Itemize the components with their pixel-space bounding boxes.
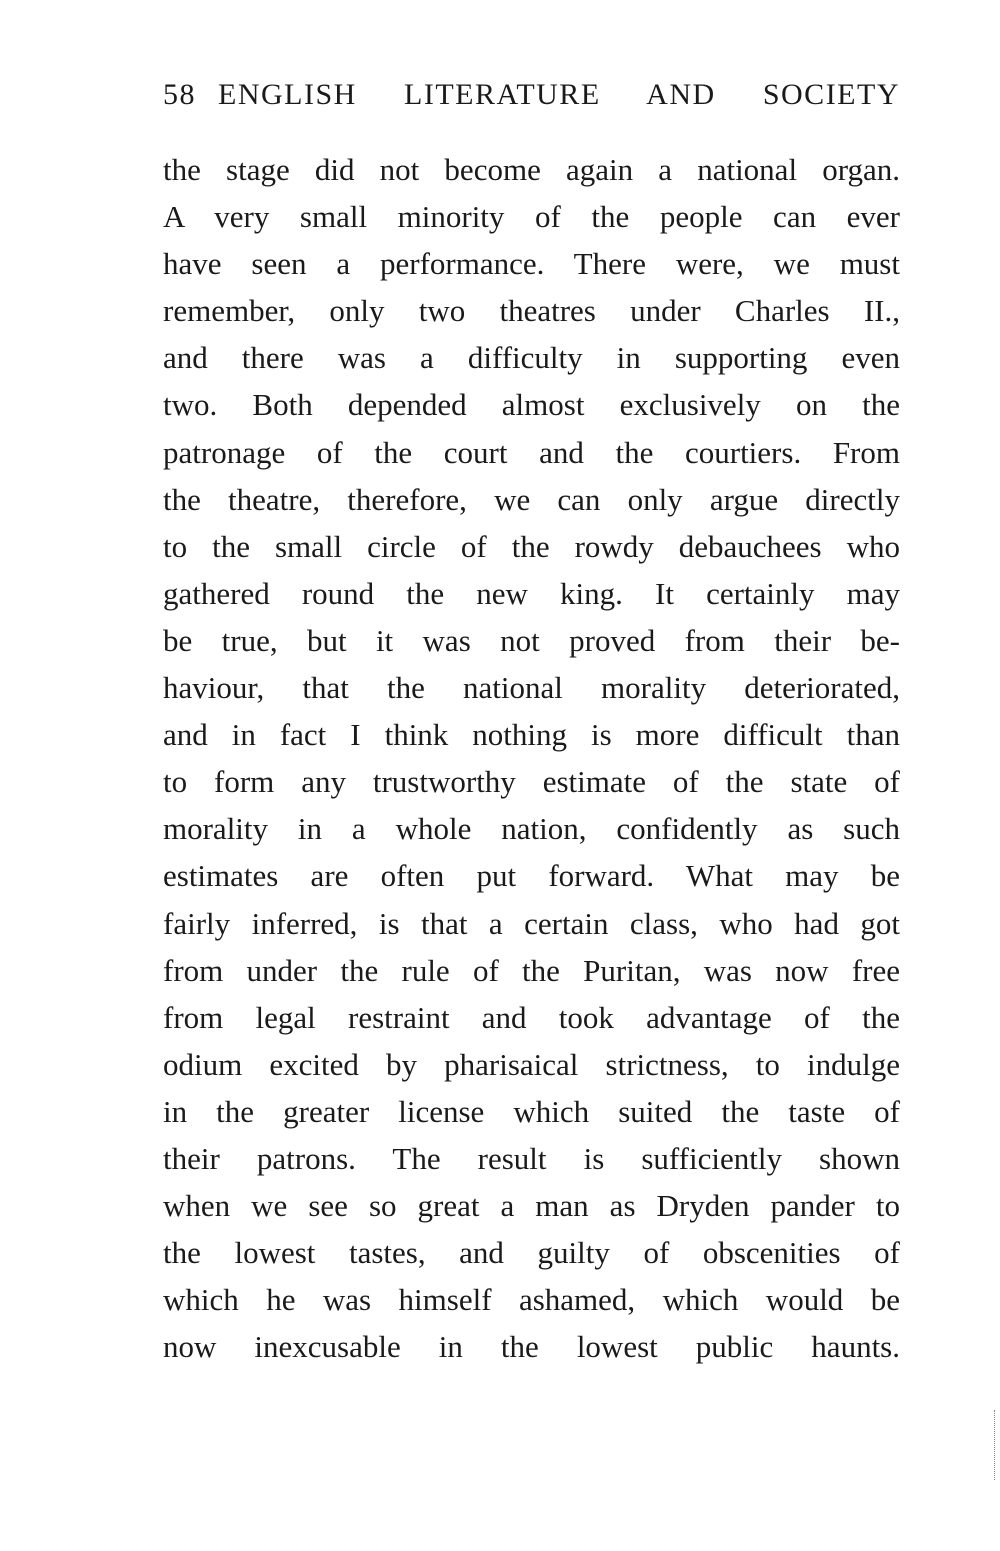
text-line: haviour, that the national morality deteriorated, <box>163 670 900 706</box>
text-line: when we see so great a man as Dryden pander to <box>163 1188 900 1224</box>
text-line: remember, only two theatres under Charles II., <box>163 293 900 329</box>
text-line: the lowest tastes, and guilty of obscenities of <box>163 1235 900 1271</box>
text-line: the stage did not become again a national organ. <box>163 152 900 187</box>
text-line: gathered round the new king. It certainly may <box>163 575 900 611</box>
text-line: to form any trustworthy estimate of the state of <box>163 764 900 800</box>
text-line: estimates are often put forward. What may be <box>163 858 900 894</box>
text-line: now inexcusable in the lowest public haunts. <box>163 1329 900 1365</box>
text-line: the theatre, therefore, we can only argue directly <box>163 481 900 517</box>
text-line: fairly inferred, is that a certain class, who had got <box>163 905 900 941</box>
text-line: morality in a whole nation, confidently as such <box>163 811 900 847</box>
text-line: odium excited by pharisaical strictness, to indulge <box>163 1046 900 1082</box>
text-line: their patrons. The result is sufficiently shown <box>163 1140 900 1176</box>
body-text <box>163 146 900 1370</box>
text-line: to the small circle of the rowdy debauchees who <box>163 528 900 564</box>
text-line: A very small minority of the people can ever <box>163 199 900 235</box>
running-title: ENGLISH LITERATURE AND SOCIETY <box>218 78 900 111</box>
page-number: 58 <box>163 78 196 111</box>
text-line: which he was himself ashamed, which would be <box>163 1282 900 1318</box>
text-line: two. Both depended almost exclusively on the <box>163 387 900 423</box>
text-line: in the greater license which suited the taste of <box>163 1093 900 1129</box>
text-line: patronage of the court and the courtiers. From <box>163 434 900 470</box>
text-line: and there was a difficulty in supporting even <box>163 340 900 376</box>
scan-margin-mark <box>994 1410 997 1480</box>
text-line: have seen a performance. There were, we must <box>163 246 900 282</box>
text-line: and in fact I think nothing is more difficult than <box>163 717 900 753</box>
text-line: be true, but it was not proved from their be- <box>163 622 900 658</box>
text-line: from legal restraint and took advantage of the <box>163 999 900 1035</box>
text-line: from under the rule of the Puritan, was now free <box>163 952 900 988</box>
running-head <box>163 78 900 122</box>
